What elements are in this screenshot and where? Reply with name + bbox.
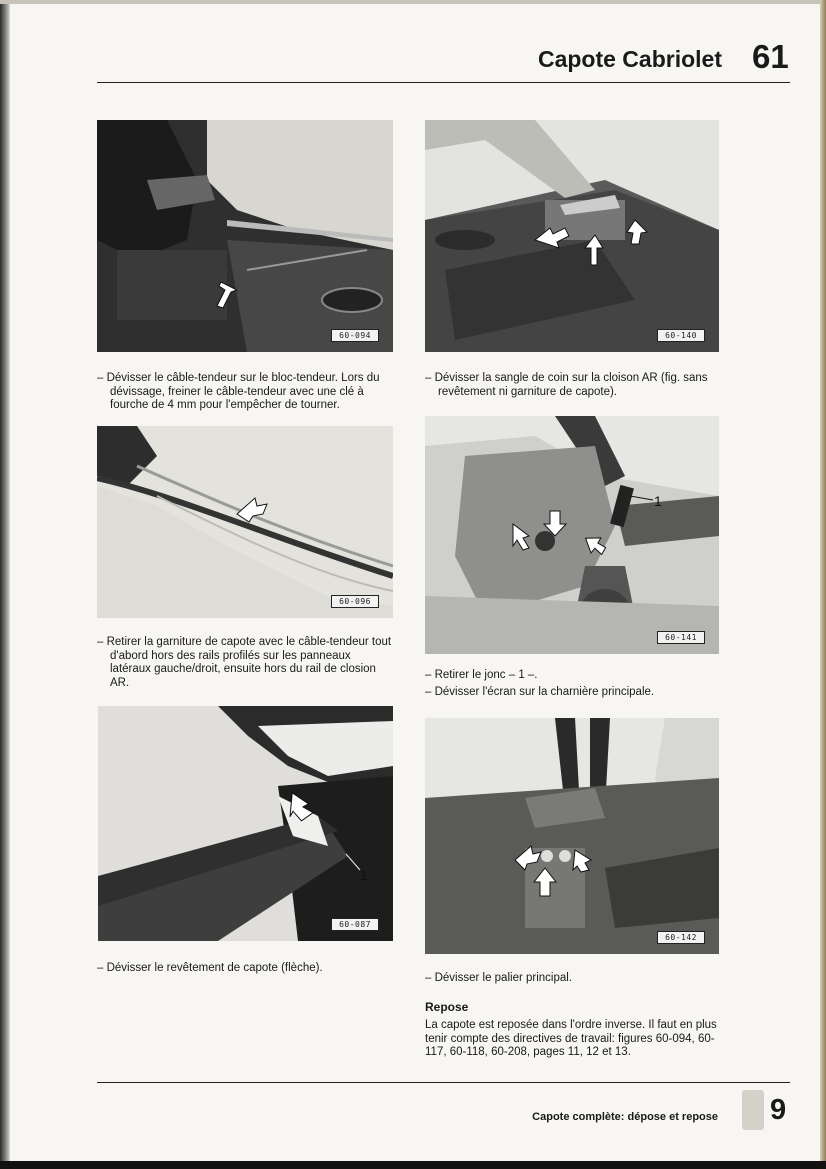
caption-line: – Dévisser le palier principal. — [425, 972, 573, 984]
figure-label: 60-087 — [331, 918, 379, 931]
photo-60-094 — [97, 120, 393, 352]
caption-line: – Dévisser l'écran sur la charnière principale. — [425, 685, 655, 698]
caption-60-096 — [97, 636, 393, 693]
figure-label: 60-142 — [657, 931, 705, 944]
figure-label: 60-141 — [657, 631, 705, 644]
caption-60-141 — [425, 669, 719, 702]
page-right-edge — [820, 0, 826, 1169]
figure-label: 60-096 — [331, 595, 379, 608]
photo-60-096 — [97, 426, 393, 618]
page-top-edge — [0, 0, 826, 4]
caption-60-140 — [425, 372, 719, 402]
caption-line: – Retirer la garniture de capote avec le câble-tendeur tout d'abord hors des rails profilés sur les panneaux latéraux gauche/droit, ensuite hors du rail de closion AR. — [97, 636, 392, 689]
footer-section-title: Capote complète: dépose et repose — [532, 1111, 718, 1123]
book-spine-shadow — [0, 0, 10, 1169]
page-number: 9 — [770, 1094, 787, 1126]
figure-label: 60-094 — [331, 329, 379, 342]
page-bottom-edge — [0, 1161, 826, 1169]
callout-number-1: 1 — [360, 867, 368, 883]
caption-line: – Dévisser le câble-tendeur sur le bloc-tendeur. Lors du dévissage, freiner le câble-tendeur avec une clé à fourche de 4 mm pour l'empêcher de tourner. — [97, 372, 380, 411]
page-tab-shade — [742, 1090, 764, 1130]
footer-rule — [97, 1082, 790, 1083]
photo-60-141 — [425, 416, 719, 654]
photo-60-140 — [425, 120, 719, 352]
repose-heading: Repose — [425, 1000, 469, 1014]
photo-60-142 — [425, 718, 719, 954]
caption-line: – Dévisser le revêtement de capote (flèche). — [97, 962, 323, 974]
page-title: Capote Cabriolet — [537, 46, 722, 72]
callout-number-1: 1 — [654, 493, 662, 509]
chapter-number: 61 — [752, 38, 789, 75]
photo-60-087 — [98, 706, 393, 941]
header-rule — [97, 82, 790, 83]
caption-line: – Dévisser la sangle de coin sur la cloison AR (fig. sans revêtement ni garniture de capote). — [425, 372, 708, 398]
caption-60-087 — [97, 962, 393, 979]
repose-text: La capote est reposée dans l'ordre inverse. Il faut en plus tenir compte des directives de travail: figures 60-094, 60-117, 60-118, 60-208, pages 11, 12 et 13. — [425, 1019, 717, 1058]
figure-label: 60-140 — [657, 329, 705, 342]
caption-60-094 — [97, 372, 393, 416]
caption-60-142 — [425, 972, 719, 989]
caption-line: – Retirer le jonc – 1 –. — [425, 669, 538, 681]
